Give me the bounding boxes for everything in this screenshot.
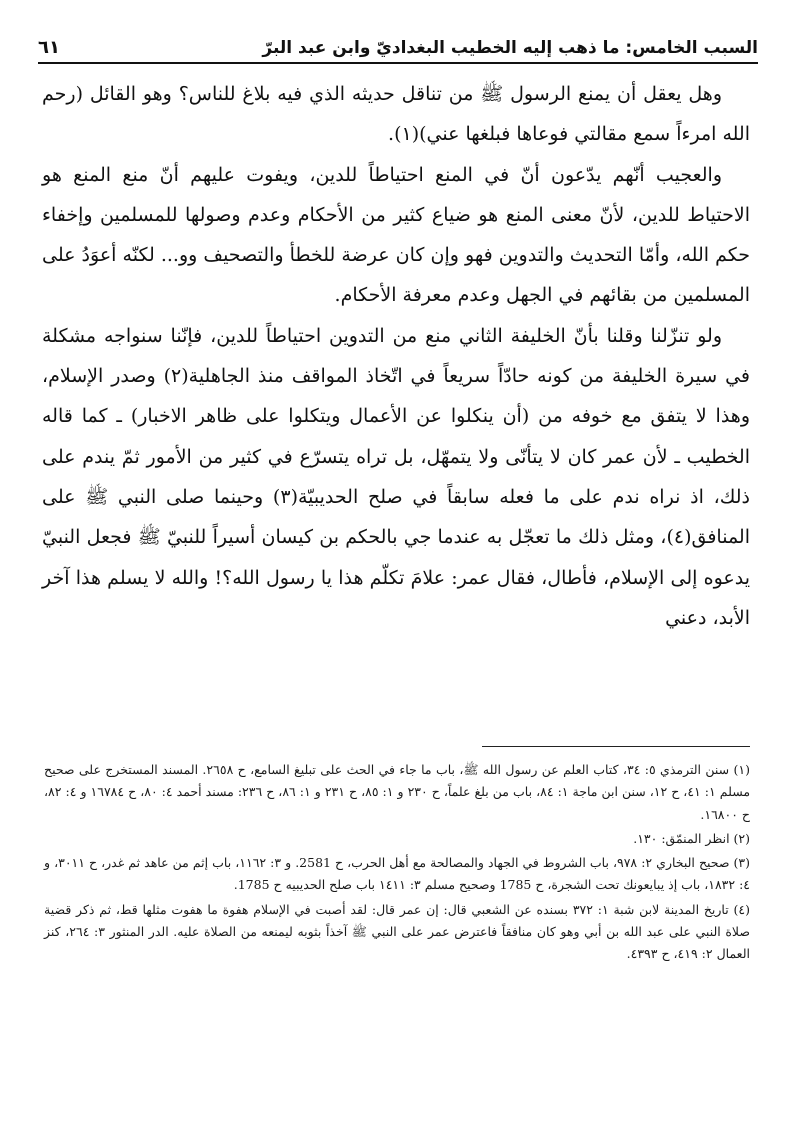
body-text bbox=[42, 74, 750, 638]
footnote-2: (٢) انظر المنمّق: ١٣٠. bbox=[633, 830, 750, 846]
footnote-3: (٣) صحيح البخاري ٢: ٩٧٨، باب الشروط في الجهاد والمصالحة مع أهل الحرب، ح 2581. و ٣: ١١٦٢، باب إثم من عاهد ثم غدر، ح ٣٠١١، و ٤: ١٨٣٢، باب إذ يبايعونك تحت الشجرة، ح 1785 وصحيح مسلم ٣: ١٤١١ باب صلح الحديبيه ح 1785. bbox=[44, 855, 750, 893]
paragraph-3: ولو تنزّلنا وقلنا بأنّ الخليفة الثاني منع من التدوين احتياطاً للدين، فإنّنا سنواجه مشكلة في سيرة الخليفة من كونه حادّاً سريعاً في اتّخاذ المواقف منذ الجاهلية(٢) وصدر الإسلام، وهذا لا يتفق مع خوفه من (أن ينكلوا عن الأعمال ويتكلوا على ظاهر الاخبار) ـ كما قاله الخطيب ـ لأن عمر كان لا يتأنّى ولا يتمهّل، بل تراه يتسرّع في كثير من الأمور ثمّ يندم على ذلك، اذ نراه ندم على ما فعله سابقاً في صلح الحديبيّة(٣) وحينما صلى النبي ﷺ على المنافق(٤)، ومثل ذلك ما تعجّل به عندما جي بالحكم بن كيسان أسيراً للنبيّ ﷺ فجعل النبيّ يدعوه إلى الإسلام، فأطال، فقال عمر: علامَ تكلّم هذا يا رسول الله؟! والله لا يسلم هذا آخر الأبد، دعني bbox=[42, 324, 751, 629]
footnote-4: (٤) تاريخ المدينة لابن شبة ١: ٣٧٢ بسنده عن الشعبي قال: إن عمر قال: لقد أصبت في الإسلام هفوة ما هفوت مثلها قط، ثم ذكر قضية صلاة النبي على عبد الله بن أبي وهو كان منافقاً فاعترض عمر على النبي ﷺ آخذاً بثوبه ليمنعه من الصلاة عليه. الدر المنثور ٣: ٢٦٤، كنز العمال ٢: ٤١٩، ح ٤٣٩٣. bbox=[44, 901, 750, 962]
footnotes bbox=[44, 757, 750, 966]
footnote-divider bbox=[482, 746, 750, 747]
page-number: ٦١ bbox=[38, 37, 60, 58]
chapter-title: السبب الخامس: ما ذهب إليه الخطيب البغداديّ وابن عبد البرّ bbox=[262, 38, 758, 58]
running-header bbox=[38, 28, 758, 64]
footnote-1: (١) سنن الترمذي ٥: ٣٤، كتاب العلم عن رسول الله ﷺ، باب ما جاء في الحث على تبليغ السامع، ح ٢٦٥٨. المسند المستخرج على صحيح مسلم ١: ٤١، ح ١٢، سنن ابن ماجة ١: ٨٤، باب من بلغ علماً، ح ٢٣٠ و ١: ٨٥، ح ٢٣١ و ١: ٨٦، ح ٢٣٦: مسند أحمد ٤: ٨٠، ح ١٦٧٨٤ و ٤: ٨٢، ح ١٦٨٠٠. bbox=[44, 762, 751, 822]
paragraph-2: والعجيب أنّهم يدّعون أنّ في المنع احتياطاً للدين، ويفوت عليهم أنّ منع المنع هو الاحتياط للدين، لأنّ معنى المنع هو ضياع كثير من الأحكام وعدم وصولها للمسلمين وإخفاء حكم الله، وأمّا التحديث والتدوين فهو وإن كان عرضة للخطأ والتصحيف وو... لكنّه أعوَدُ على المسلمين من بقائهم في الجهل وعدم معرفة الأحكام. bbox=[42, 163, 750, 307]
paragraph-1: وهل يعقل أن يمنع الرسول ﷺ من تناقل حديثه الذي فيه بلاغ للناس؟ وهو القائل (رحم الله امرءاً سمع مقالتي فوعاها فبلغها عني)(١). bbox=[42, 83, 750, 146]
